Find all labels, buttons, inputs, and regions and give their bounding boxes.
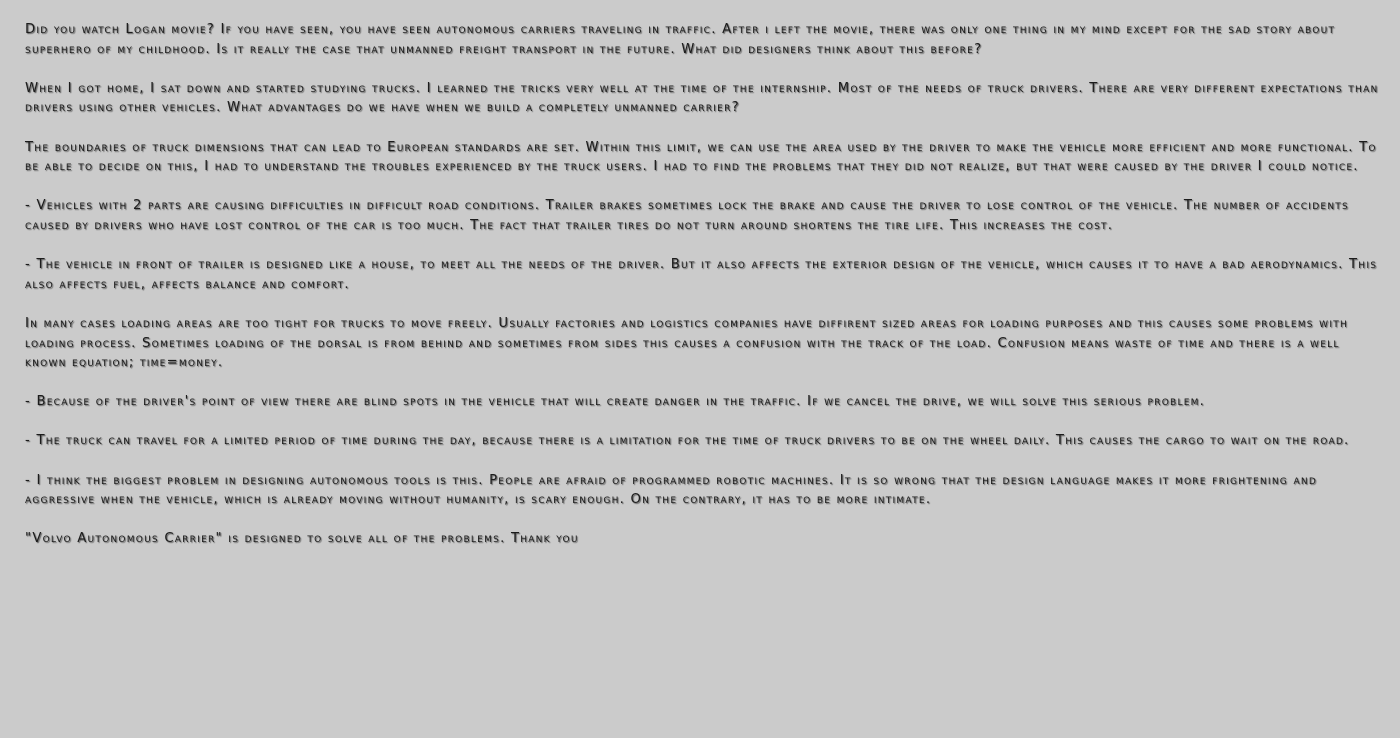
paragraph-studying-trucks: When I got home, I sat down and started studying trucks. I learned the tricks very well at the time of the internship. Most of the needs of truck drivers. There are very different expectations than drivers using other vehicles. What advantages do we have when we build a completely unmanned carrier? [25,80,1379,116]
paragraph-truck-dimensions: The boundaries of truck dimensions that can lead to European standards are set. Within this limit, we can use the area used by the driver to make the vehicle more efficient and more functional. To be able to decide on this, I had to understand the troubles experienced by the truck users. I had to find the problems that they did not realize, but that were caused by the driver I could notice. [25,139,1377,175]
paragraph-logan-intro: Did you watch Logan movie? If you have seen, you have seen autonomous carriers traveling in traffic. After i left the movie, there was only one thing in my mind except for the sad story about superhero of my childhood. Is it really the case that unmanned freight transport in the future. What did designers think about this before? [25,22,1336,57]
paragraph-driving-time-limits: - The truck can travel for a limited period of time during the day, because there is a limitation for the time of truck drivers to be on the wheel daily. This causes the cargo to wait on the road. [25,433,1350,449]
paragraph-blind-spots: - Because of the driver's point of view there are blind spots in the vehicle that will create danger in the traffic. If we cancel the drive, we will solve this serious problem. [25,394,1206,410]
paragraph-cab-design: - The vehicle in front of trailer is designed like a house, to meet all the needs of the driver. But it also affects the exterior design of the vehicle, which causes it to have a bad aerodynamics. This also affects fuel, affects balance and comfort. [25,257,1378,292]
paragraph-two-part-vehicles: - Vehicles with 2 parts are causing difficulties in difficult road conditions. Trailer brakes sometimes lock the brake and cause the driver to lose control of the vehicle. The number of accidents caused by drivers who have lost control of the car is too much. The fact that trailer tires do not turn around shortens the tire life. This increases the cost. [25,198,1350,233]
article-text-block [25,20,1385,569]
paragraph-conclusion: "Volvo Autonomous Carrier" is designed to solve all of the problems. Thank you [25,531,579,547]
paragraph-loading-areas: In many cases loading areas are too tight for trucks to move freely. Usually factories and logistics companies have diffirent sized areas for loading purposes and this causes some problems with loading process. Sometimes loading of the dorsal is from behind and sometimes from sides this causes a confusion with the track of the load. Confusion means waste of time and there is a well known equation; time=money. [25,315,1348,371]
paragraph-design-language: - I think the biggest problem in designing autonomous tools is this. People are afraid of programmed robotic machines. It is so wrong that the design language makes it more frightening and aggressive when the vehicle, which is already moving without humanity, is scary enough. On the contrary, it has to be more intimate. [25,472,1318,508]
